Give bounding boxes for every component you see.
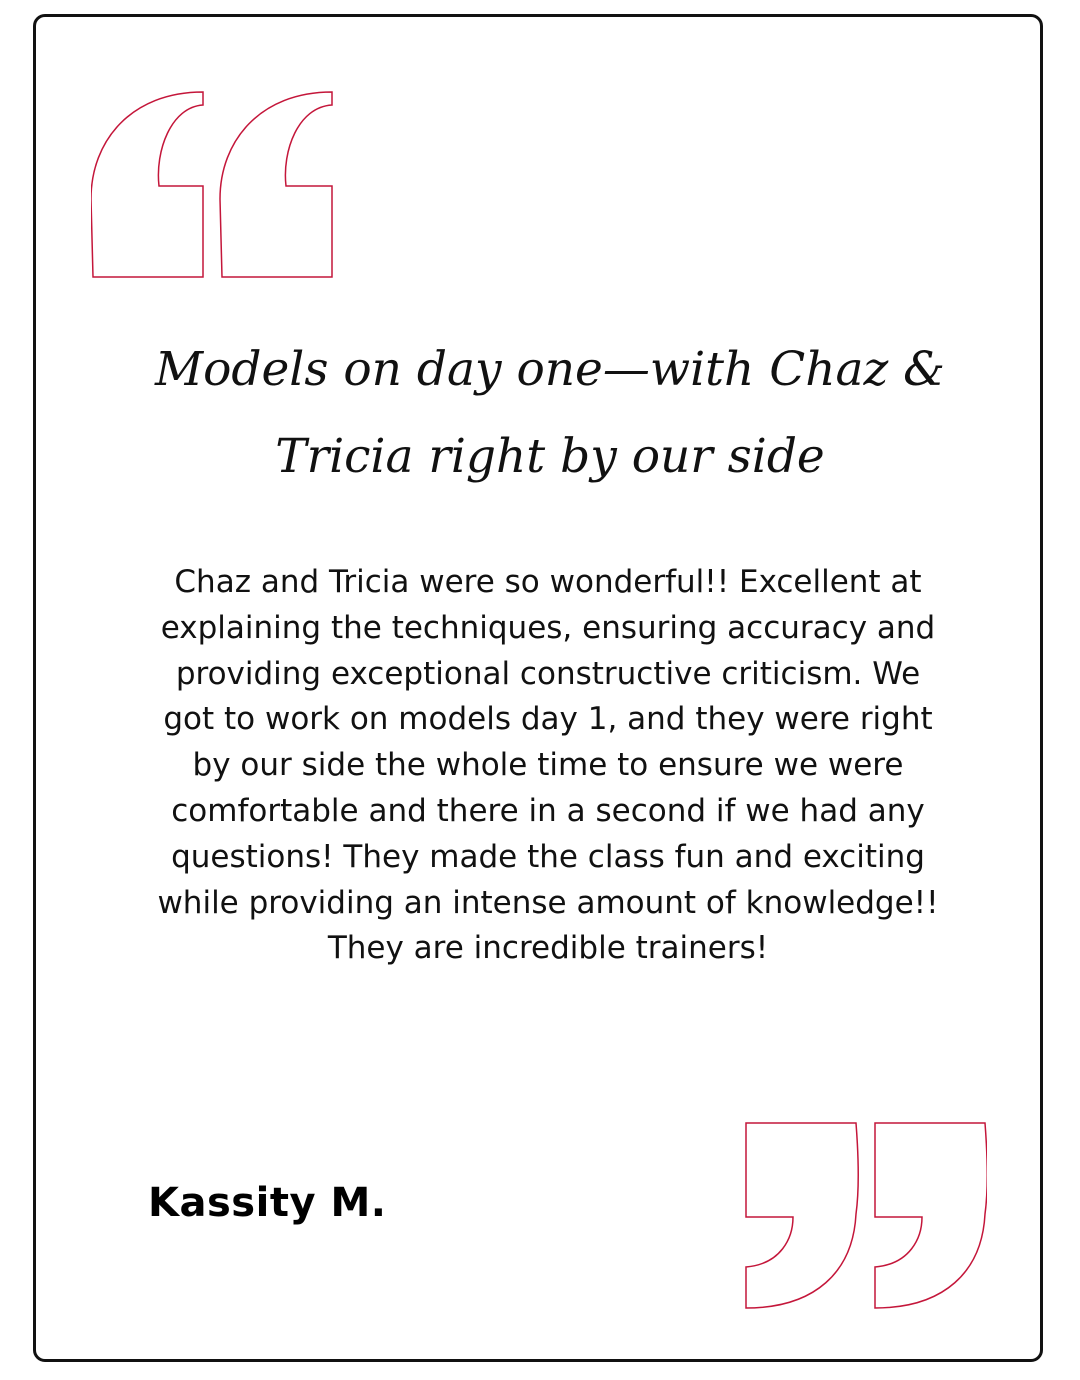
open-quote-right-mark bbox=[220, 92, 332, 277]
testimonial-body: Chaz and Tricia were so wonderful!! Excellent at explaining the techniques, ensuring accuracy and providing exceptional constructive criticism. We got to work on models day 1, and they were right by our side the whole time to ensure we were comfortable and there in a second if we had any questions! They made the class fun and exciting while providing an intense amount of knowledge!! They are incredible trainers! bbox=[157, 564, 939, 967]
close-quote-right-mark bbox=[875, 1123, 987, 1308]
testimonial-author: Kassity M. bbox=[148, 1180, 387, 1226]
open-quote-left-mark bbox=[91, 92, 203, 277]
open-quote-icon bbox=[91, 91, 333, 279]
close-quote-left-mark bbox=[746, 1123, 858, 1308]
close-quote-icon bbox=[745, 1122, 987, 1310]
testimonial-headline: Models on day one—with Chaz & Tricia right by our side bbox=[154, 342, 946, 484]
